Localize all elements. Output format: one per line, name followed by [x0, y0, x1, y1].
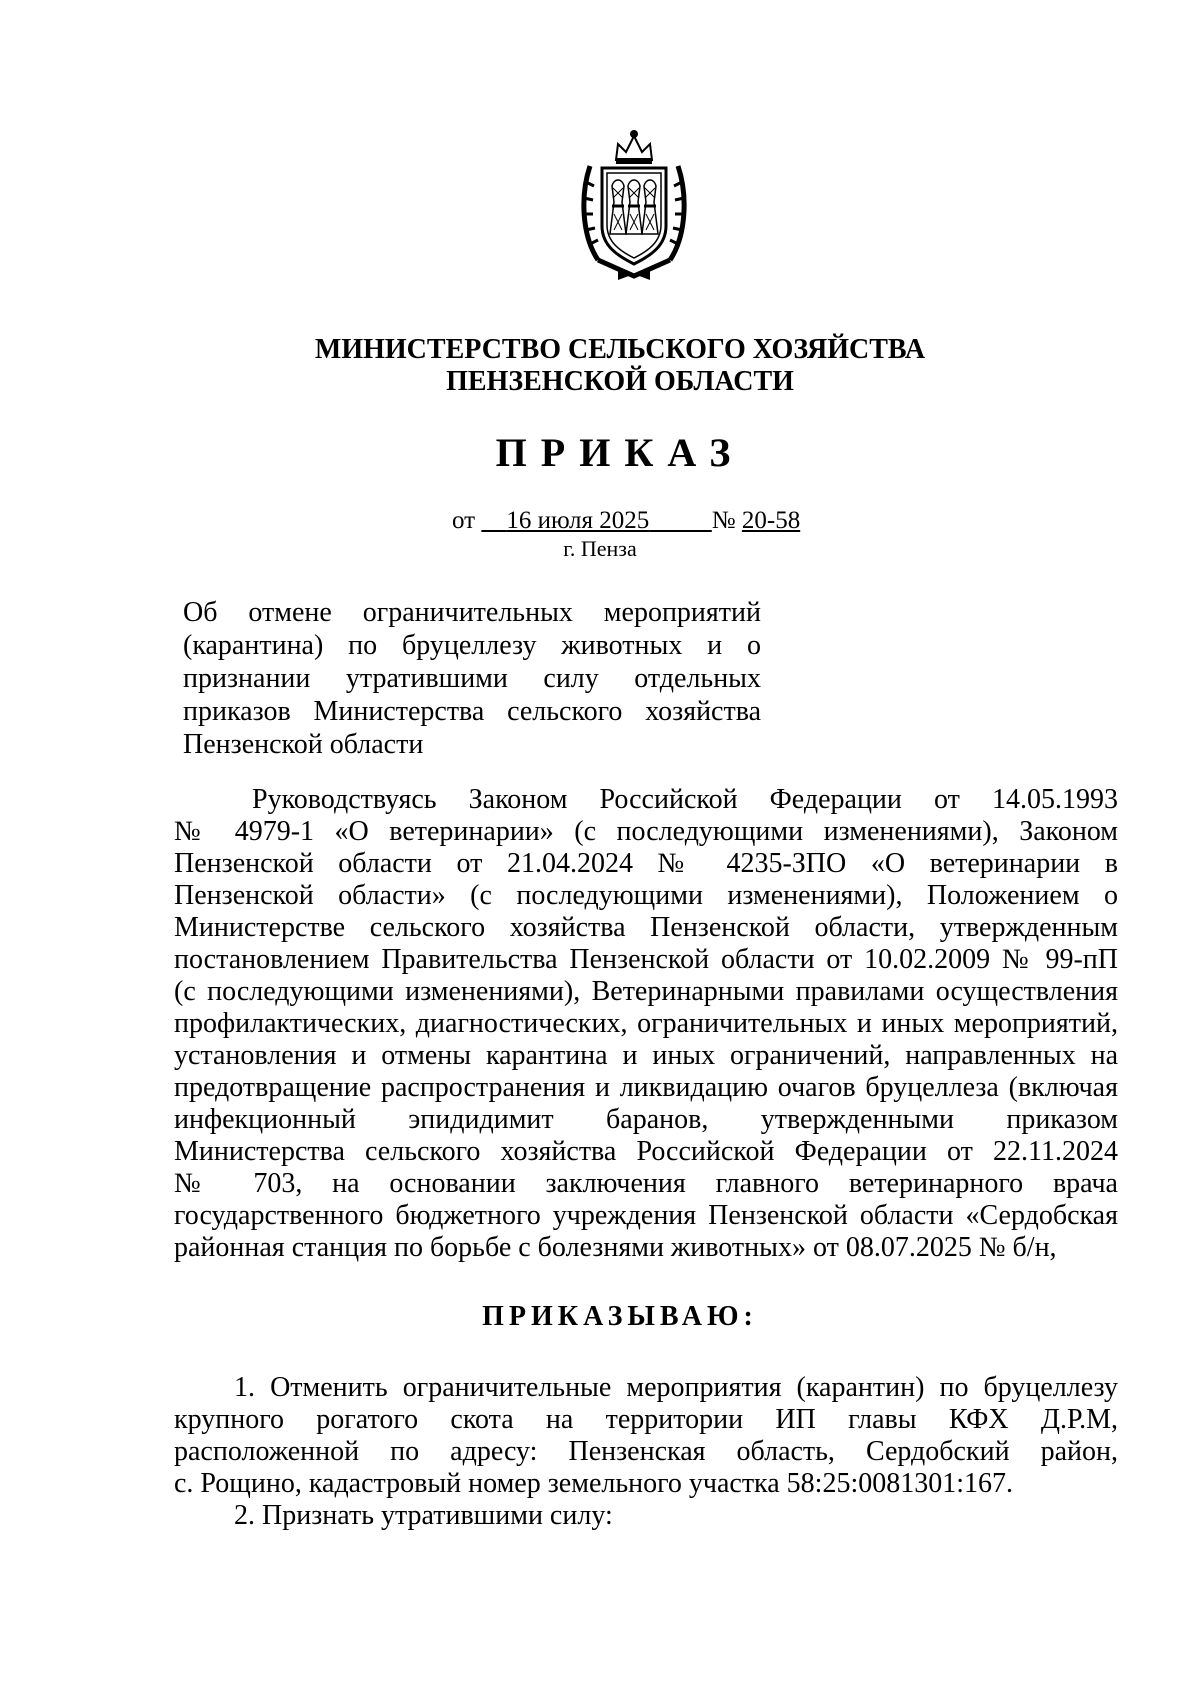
item-1-line: 1. Отменить ограничительные мероприятия (карантин) по бруцеллезу	[234, 1372, 1118, 1403]
date-number-line	[452, 506, 800, 536]
subject-line: приказов Министерства сельского хозяйства	[183, 696, 761, 727]
preamble-line: Пензенской области» (с последующими изменениями), Положением о	[174, 880, 1118, 911]
subject-line: Пензенской области	[183, 729, 424, 760]
item-1-line: с. Рощино, кадастровый номер земельного участка 58:25:0081301:167.	[174, 1468, 1014, 1499]
ministry-name-line1: МИНИСТЕРСТВО СЕЛЬСКОГО ХОЗЯЙСТВА	[314, 334, 926, 365]
date-field	[481, 507, 711, 534]
preamble-line: профилактических, диагностических, ограничительных и иных мероприятий,	[174, 1008, 1118, 1039]
document-type-title: ПРИКАЗ	[495, 430, 745, 475]
item-1-line: крупного рогатого скота на территории ИП главы КФХ Д.Р.М,	[174, 1404, 1118, 1435]
order-items	[174, 1372, 1118, 1532]
number-prefix: №	[711, 507, 736, 534]
document-date: 16 июля 2025	[506, 507, 650, 534]
coat-of-arms-icon	[578, 126, 690, 282]
preamble-line: № 703, на основании заключения главного ветеринарного врача	[174, 1168, 1118, 1199]
preamble-line: инфекционный эпидидимит баранов, утвержденными приказом	[174, 1104, 1118, 1135]
order-heading: ПРИКАЗЫВАЮ:	[482, 1301, 758, 1332]
preamble-line: Министерства сельского хозяйства Российской Федерации от 22.11.2024	[174, 1136, 1118, 1167]
preamble-line: государственного бюджетного учреждения Пензенской области «Сердобская	[174, 1200, 1118, 1231]
item-1-line: расположенной по адресу: Пензенская область, Сердобский район,	[174, 1436, 1118, 1467]
preamble-paragraph	[174, 784, 1118, 1264]
preamble-line: № 4979-1 «О ветеринарии» (с последующими изменениями), Законом	[174, 816, 1118, 847]
preamble-line: Министерстве сельского хозяйства Пензенской области, утвержденным	[174, 912, 1118, 943]
document-subject	[183, 596, 761, 761]
preamble-line: (с последующими изменениями), Ветеринарными правилами осуществления	[174, 976, 1118, 1007]
preamble-line: Руководствуясь Законом Российской Федерации от 14.05.1993	[252, 784, 1118, 815]
preamble-line: Пензенской области от 21.04.2024 № 4235-ЗПО «О ветеринарии в	[174, 848, 1118, 879]
subject-line: Об отмене ограничительных мероприятий	[183, 597, 761, 628]
ministry-name-line2: ПЕНЗЕНСКОЙ ОБЛАСТИ	[446, 366, 794, 397]
subject-line: (карантина) по бруцеллезу животных и о	[183, 630, 761, 661]
date-prefix: от	[452, 507, 476, 534]
preamble-line: районная станция по борьбе с болезнями животных» от 08.07.2025 № б/н,	[174, 1232, 1057, 1263]
document-city: г. Пенза	[563, 536, 637, 561]
document-number: 20-58	[741, 507, 801, 534]
preamble-line: предотвращение распространения и ликвидацию очагов бруцеллеза (включая	[174, 1072, 1118, 1103]
subject-line: признании утратившими силу отдельных	[183, 663, 761, 694]
preamble-line: постановлением Правительства Пензенской области от 10.02.2009 № 99-пП	[174, 944, 1118, 975]
preamble-line: установления и отмены карантина и иных ограничений, направленных на	[174, 1040, 1118, 1071]
item-2: 2. Признать утратившими силу:	[234, 1500, 613, 1531]
